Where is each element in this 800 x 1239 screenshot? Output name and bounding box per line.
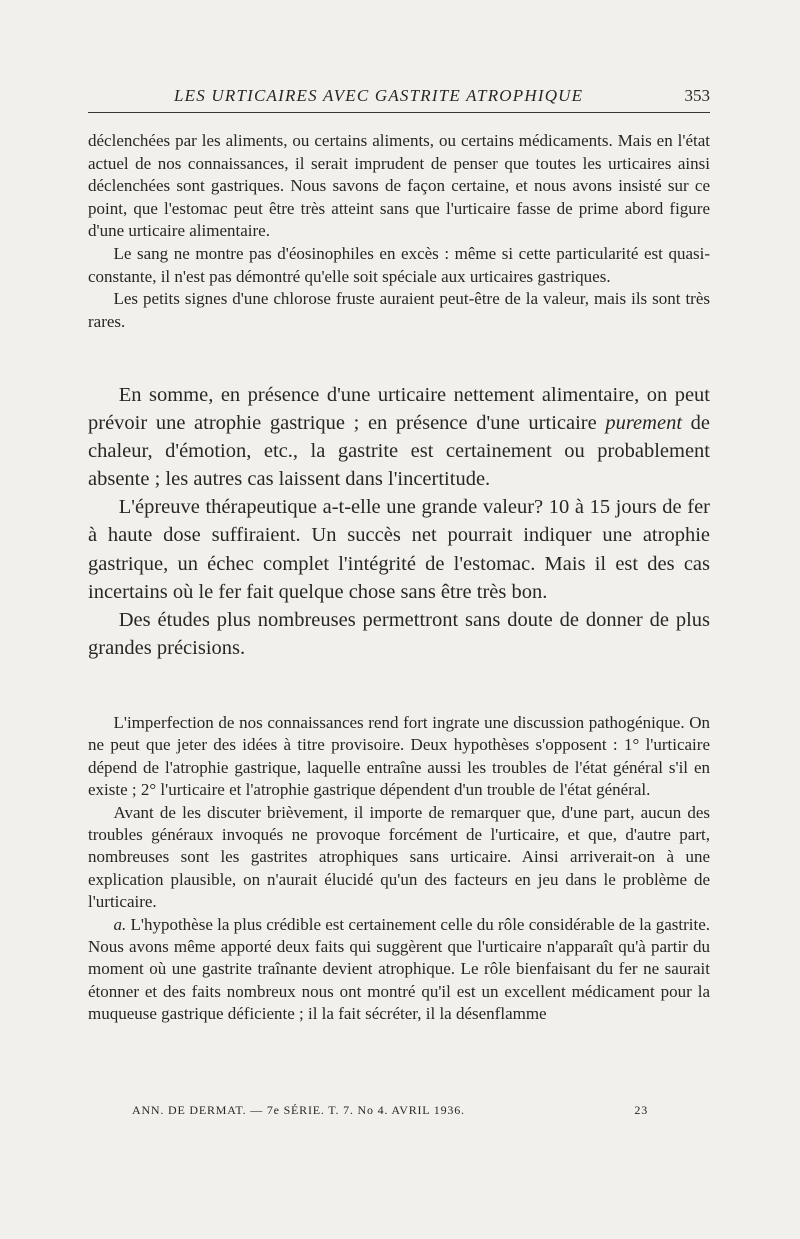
- text-run: En somme, en présence d'une urticaire nettement alimentaire, on peut prévoir une atrophie gastrique ; en présence d'une urticaire: [88, 384, 710, 435]
- paragraph: déclenchées par les aliments, ou certains aliments, ou certains médicaments. Mais en l'état actuel de nos connaissances, il serait imprudent de penser que toutes les urticaires ainsi déclenchées sont gastriques. Nous savons de façon certaine, et nous avons insisté sur ce point, que l'estomac peut être très atteint sans que l'urticaire fasse de prime abord figure d'une urticaire alimentaire.: [88, 131, 710, 241]
- body-block-3: [88, 712, 710, 1026]
- text-run: L'hypothèse la plus crédible est certainement celle du rôle considérable de la gastrite. Nous avons même apporté deux faits qui suggèrent que l'urticaire n'apparaît qu'à partir du moment où une gastrite traînante devient atrophique. Le rôle bienfaisant du fer ne saurait étonner et des faits nombreux nous ont montré qu'il est un excellent médicament pour la muqueuse gastrique déficiente ; il la fait sécréter, il la désenflamme: [88, 914, 710, 1024]
- paragraph: Des études plus nombreuses permettront sans doute de donner de plus grandes précisions.: [88, 608, 710, 659]
- running-title: LES URTICAIRES AVEC GASTRITE ATROPHIQUE: [174, 86, 584, 105]
- page-number: 353: [684, 86, 710, 105]
- paragraph: [88, 381, 710, 493]
- paragraph: Les petits signes d'une chlorose fruste auraient peut-être de la valeur, mais ils sont très rares.: [88, 289, 710, 331]
- signature-number: 23: [634, 1103, 648, 1117]
- emphasis: purement: [605, 412, 683, 435]
- journal-citation: ANN. DE DERMAT. — 7e SÉRIE. T. 7. No 4. AVRIL 1936.: [132, 1103, 465, 1117]
- page-header: [88, 86, 710, 113]
- body-block-2: [88, 381, 710, 662]
- item-label: a.: [113, 914, 127, 934]
- paragraph: [88, 914, 710, 1026]
- text-run: de chaleur, d'émotion, etc., la gastrite est certainement ou probablement absente ; les autres cas laissent dans l'incertitude.: [88, 412, 710, 491]
- body-block-1: [88, 130, 710, 333]
- paragraph: Avant de les discuter brièvement, il importe de remarquer que, d'une part, aucun des troubles généraux invoqués ne provoque forcément de l'urticaire, et que, d'autre part, nombreuses sont les gastrites atrophiques sans urticaire. Ainsi arriverait-on à une explication plausible, on n'aurait élucidé qu'un des facteurs en jeu dans le problème de l'urticaire.: [88, 802, 710, 912]
- paragraph: L'épreuve thérapeutique a-t-elle une grande valeur? 10 à 15 jours de fer à haute dose suffiraient. Un succès net pourrait indiquer une atrophie gastrique, un échec complet l'intégrité de l'estomac. Mais il est des cas incertains où le fer fait quelque chose sans être très bon.: [88, 496, 710, 603]
- paragraph: Le sang ne montre pas d'éosinophiles en excès : même si cette particularité est quasi-constante, il n'est pas démontré qu'elle soit spéciale aux urticaires gastriques.: [88, 243, 710, 286]
- paragraph: L'imperfection de nos connaissances rend fort ingrate une discussion pathogénique. On ne peut que jeter des idées à titre provisoire. Deux hypothèses s'opposent : 1° l'urticaire dépend de l'atrophie gastrique, laquelle entraîne aussi les troubles de l'état général s'il en existe ; 2° l'urticaire et l'atrophie gastrique dépendent d'un trouble de l'état général.: [88, 713, 710, 800]
